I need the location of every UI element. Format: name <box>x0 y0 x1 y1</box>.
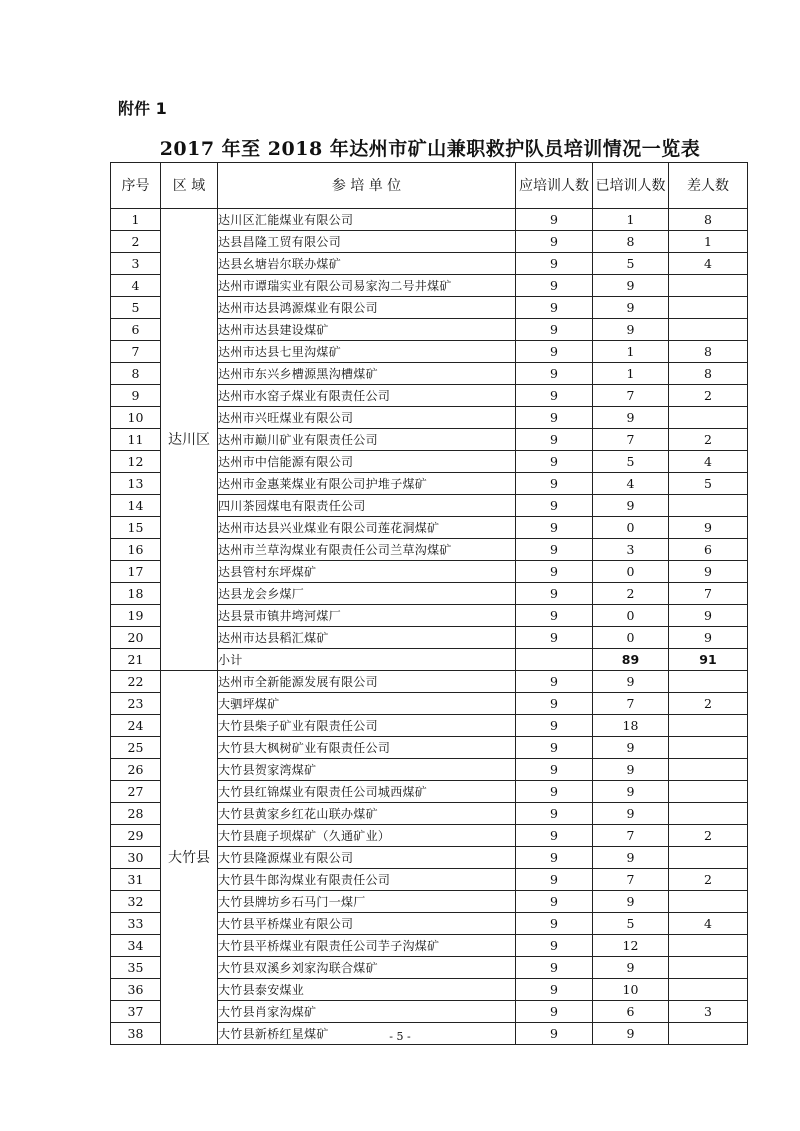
unit-name: 达县昌隆工贸有限公司 <box>218 231 516 253</box>
unit-name: 达州市巅川矿业有限责任公司 <box>218 429 516 451</box>
shortfall-count: 3 <box>669 1001 748 1023</box>
required-count: 9 <box>516 671 593 693</box>
shortfall-count <box>669 495 748 517</box>
row-number: 2 <box>111 231 161 253</box>
unit-name: 大竹县大枫树矿业有限责任公司 <box>218 737 516 759</box>
shortfall-count: 8 <box>669 363 748 385</box>
row-number: 30 <box>111 847 161 869</box>
row-number: 19 <box>111 605 161 627</box>
row-number: 20 <box>111 627 161 649</box>
row-number: 7 <box>111 341 161 363</box>
row-number: 11 <box>111 429 161 451</box>
shortfall-count: 8 <box>669 209 748 231</box>
row-number: 35 <box>111 957 161 979</box>
trained-count: 9 <box>593 891 669 913</box>
shortfall-count: 2 <box>669 825 748 847</box>
row-number: 6 <box>111 319 161 341</box>
shortfall-count <box>669 737 748 759</box>
unit-name: 大竹县泰安煤业 <box>218 979 516 1001</box>
trained-count: 9 <box>593 495 669 517</box>
unit-name: 达州市兰草沟煤业有限责任公司兰草沟煤矿 <box>218 539 516 561</box>
required-count: 9 <box>516 957 593 979</box>
trained-count: 7 <box>593 693 669 715</box>
trained-count: 9 <box>593 319 669 341</box>
header-no: 序号 <box>111 163 161 209</box>
row-number: 24 <box>111 715 161 737</box>
shortfall-count: 1 <box>669 231 748 253</box>
required-count: 9 <box>516 517 593 539</box>
row-number: 13 <box>111 473 161 495</box>
unit-name: 大驷坪煤矿 <box>218 693 516 715</box>
row-number: 16 <box>111 539 161 561</box>
trained-count: 1 <box>593 341 669 363</box>
trained-count: 5 <box>593 451 669 473</box>
trained-count: 0 <box>593 627 669 649</box>
required-count: 9 <box>516 341 593 363</box>
shortfall-count: 8 <box>669 341 748 363</box>
required-count: 9 <box>516 561 593 583</box>
shortfall-count <box>669 319 748 341</box>
required-count: 9 <box>516 759 593 781</box>
required-count: 9 <box>516 231 593 253</box>
row-number: 5 <box>111 297 161 319</box>
shortfall-count: 9 <box>669 517 748 539</box>
unit-name: 四川茶园煤电有限责任公司 <box>218 495 516 517</box>
required-count: 9 <box>516 495 593 517</box>
required-count: 9 <box>516 583 593 605</box>
unit-name: 达州市金惠莱煤业有限公司护堆子煤矿 <box>218 473 516 495</box>
header-required: 应培训人数 <box>516 163 593 209</box>
shortfall-count: 91 <box>669 649 748 671</box>
required-count: 9 <box>516 297 593 319</box>
trained-count: 89 <box>593 649 669 671</box>
trained-count: 1 <box>593 209 669 231</box>
required-count: 9 <box>516 781 593 803</box>
shortfall-count: 2 <box>669 385 748 407</box>
shortfall-count: 2 <box>669 869 748 891</box>
shortfall-count <box>669 275 748 297</box>
shortfall-count: 4 <box>669 253 748 275</box>
unit-name: 大竹县贺家湾煤矿 <box>218 759 516 781</box>
row-number: 18 <box>111 583 161 605</box>
unit-name: 达州市达县七里沟煤矿 <box>218 341 516 363</box>
row-number: 17 <box>111 561 161 583</box>
trained-count: 9 <box>593 847 669 869</box>
unit-name: 大竹县鹿子坝煤矿（久通矿业） <box>218 825 516 847</box>
required-count: 9 <box>516 913 593 935</box>
row-number: 32 <box>111 891 161 913</box>
unit-name: 达州市水窑子煤业有限责任公司 <box>218 385 516 407</box>
shortfall-count: 4 <box>669 451 748 473</box>
shortfall-count: 4 <box>669 913 748 935</box>
header-trained: 已培训人数 <box>593 163 669 209</box>
required-count: 9 <box>516 891 593 913</box>
required-count: 9 <box>516 275 593 297</box>
shortfall-count: 7 <box>669 583 748 605</box>
trained-count: 9 <box>593 737 669 759</box>
trained-count: 9 <box>593 297 669 319</box>
unit-name: 大竹县新桥红星煤矿 <box>218 1023 516 1045</box>
required-count: 9 <box>516 693 593 715</box>
trained-count: 4 <box>593 473 669 495</box>
trained-count: 8 <box>593 231 669 253</box>
shortfall-count: 9 <box>669 605 748 627</box>
header-region: 区 域 <box>161 163 218 209</box>
trained-count: 0 <box>593 605 669 627</box>
row-number: 10 <box>111 407 161 429</box>
shortfall-count <box>669 759 748 781</box>
header-shortfall: 差人数 <box>669 163 748 209</box>
unit-name: 达州市全新能源发展有限公司 <box>218 671 516 693</box>
shortfall-count <box>669 957 748 979</box>
row-number: 33 <box>111 913 161 935</box>
trained-count: 2 <box>593 583 669 605</box>
required-count: 9 <box>516 979 593 1001</box>
trained-count: 7 <box>593 385 669 407</box>
row-number: 8 <box>111 363 161 385</box>
required-count: 9 <box>516 825 593 847</box>
row-number: 3 <box>111 253 161 275</box>
required-count: 9 <box>516 627 593 649</box>
training-table <box>110 162 748 1045</box>
required-count: 9 <box>516 253 593 275</box>
required-count: 9 <box>516 429 593 451</box>
unit-name: 达州市中信能源有限公司 <box>218 451 516 473</box>
trained-count: 9 <box>593 803 669 825</box>
unit-name: 达州市谭瑞实业有限公司易家沟二号井煤矿 <box>218 275 516 297</box>
trained-count: 7 <box>593 825 669 847</box>
page-number: - 5 - <box>389 1030 411 1043</box>
shortfall-count: 2 <box>669 693 748 715</box>
shortfall-count <box>669 803 748 825</box>
shortfall-count <box>669 979 748 1001</box>
trained-count: 18 <box>593 715 669 737</box>
unit-name: 大竹县红锦煤业有限责任公司城西煤矿 <box>218 781 516 803</box>
required-count: 9 <box>516 473 593 495</box>
trained-count: 5 <box>593 253 669 275</box>
row-number: 36 <box>111 979 161 1001</box>
row-number: 34 <box>111 935 161 957</box>
unit-name: 大竹县平桥煤业有限责任公司芋子沟煤矿 <box>218 935 516 957</box>
row-number: 1 <box>111 209 161 231</box>
required-count: 9 <box>516 869 593 891</box>
table-row <box>111 671 748 693</box>
trained-count: 3 <box>593 539 669 561</box>
unit-name: 达县景市镇井塆河煤厂 <box>218 605 516 627</box>
document-title: 2017 年至 2018 年达州市矿山兼职救护队员培训情况一览表 <box>159 138 701 160</box>
unit-name: 达州市达县稻汇煤矿 <box>218 627 516 649</box>
trained-count: 9 <box>593 957 669 979</box>
row-number: 27 <box>111 781 161 803</box>
shortfall-count <box>669 847 748 869</box>
unit-name: 大竹县平桥煤业有限公司 <box>218 913 516 935</box>
unit-name: 大竹县牛郎沟煤业有限责任公司 <box>218 869 516 891</box>
row-number: 25 <box>111 737 161 759</box>
required-count: 9 <box>516 539 593 561</box>
trained-count: 0 <box>593 517 669 539</box>
unit-name: 达州市东兴乡槽源黑沟槽煤矿 <box>218 363 516 385</box>
header-row <box>111 163 748 209</box>
header-unit: 参 培 单 位 <box>218 163 516 209</box>
shortfall-count <box>669 671 748 693</box>
table-body <box>111 209 748 1045</box>
required-count: 9 <box>516 385 593 407</box>
row-number: 26 <box>111 759 161 781</box>
unit-name: 大竹县肖家沟煤矿 <box>218 1001 516 1023</box>
required-count: 9 <box>516 363 593 385</box>
required-count: 9 <box>516 605 593 627</box>
unit-name: 达县管村东坪煤矿 <box>218 561 516 583</box>
row-number: 15 <box>111 517 161 539</box>
required-count: 9 <box>516 803 593 825</box>
trained-count: 9 <box>593 671 669 693</box>
unit-name: 大竹县牌坊乡石马门一煤厂 <box>218 891 516 913</box>
shortfall-count <box>669 297 748 319</box>
trained-count: 5 <box>593 913 669 935</box>
required-count: 9 <box>516 319 593 341</box>
required-count <box>516 649 593 671</box>
trained-count: 7 <box>593 869 669 891</box>
shortfall-count: 6 <box>669 539 748 561</box>
trained-count: 0 <box>593 561 669 583</box>
unit-name: 达州市达县兴业煤业有限公司莲花洞煤矿 <box>218 517 516 539</box>
trained-count: 9 <box>593 407 669 429</box>
required-count: 9 <box>516 1023 593 1045</box>
trained-count: 9 <box>593 759 669 781</box>
trained-count: 9 <box>593 781 669 803</box>
shortfall-count: 9 <box>669 627 748 649</box>
row-number: 29 <box>111 825 161 847</box>
trained-count: 1 <box>593 363 669 385</box>
required-count: 9 <box>516 1001 593 1023</box>
shortfall-count <box>669 781 748 803</box>
row-number: 21 <box>111 649 161 671</box>
unit-name: 大竹县双溪乡刘家沟联合煤矿 <box>218 957 516 979</box>
unit-name: 达州市达县建设煤矿 <box>218 319 516 341</box>
unit-name: 大竹县柴子矿业有限责任公司 <box>218 715 516 737</box>
trained-count: 6 <box>593 1001 669 1023</box>
unit-name: 达川区汇能煤业有限公司 <box>218 209 516 231</box>
row-number: 4 <box>111 275 161 297</box>
shortfall-count <box>669 715 748 737</box>
required-count: 9 <box>516 209 593 231</box>
unit-name: 小计 <box>218 649 516 671</box>
unit-name: 达州市兴旺煤业有限公司 <box>218 407 516 429</box>
required-count: 9 <box>516 847 593 869</box>
row-number: 23 <box>111 693 161 715</box>
required-count: 9 <box>516 935 593 957</box>
unit-name: 达县幺塘岩尔联办煤矿 <box>218 253 516 275</box>
required-count: 9 <box>516 715 593 737</box>
shortfall-count: 2 <box>669 429 748 451</box>
row-number: 22 <box>111 671 161 693</box>
table-row <box>111 209 748 231</box>
attachment-label: 附件 1 <box>118 99 167 118</box>
unit-name: 大竹县隆源煤业有限公司 <box>218 847 516 869</box>
row-number: 9 <box>111 385 161 407</box>
required-count: 9 <box>516 737 593 759</box>
trained-count: 9 <box>593 275 669 297</box>
shortfall-count: 9 <box>669 561 748 583</box>
row-number: 31 <box>111 869 161 891</box>
region-dachuan: 达川区 <box>161 209 218 671</box>
unit-name: 达州市达县鸿源煤业有限公司 <box>218 297 516 319</box>
row-number: 38 <box>111 1023 161 1045</box>
required-count: 9 <box>516 451 593 473</box>
unit-name: 大竹县黄家乡红花山联办煤矿 <box>218 803 516 825</box>
row-number: 14 <box>111 495 161 517</box>
region-dazhu: 大竹县 <box>161 671 218 1045</box>
trained-count: 9 <box>593 1023 669 1045</box>
shortfall-count <box>669 935 748 957</box>
trained-count: 10 <box>593 979 669 1001</box>
shortfall-count: 5 <box>669 473 748 495</box>
row-number: 12 <box>111 451 161 473</box>
unit-name: 达县龙会乡煤厂 <box>218 583 516 605</box>
row-number: 28 <box>111 803 161 825</box>
trained-count: 7 <box>593 429 669 451</box>
row-number: 37 <box>111 1001 161 1023</box>
shortfall-count <box>669 407 748 429</box>
required-count: 9 <box>516 407 593 429</box>
shortfall-count <box>669 891 748 913</box>
trained-count: 12 <box>593 935 669 957</box>
